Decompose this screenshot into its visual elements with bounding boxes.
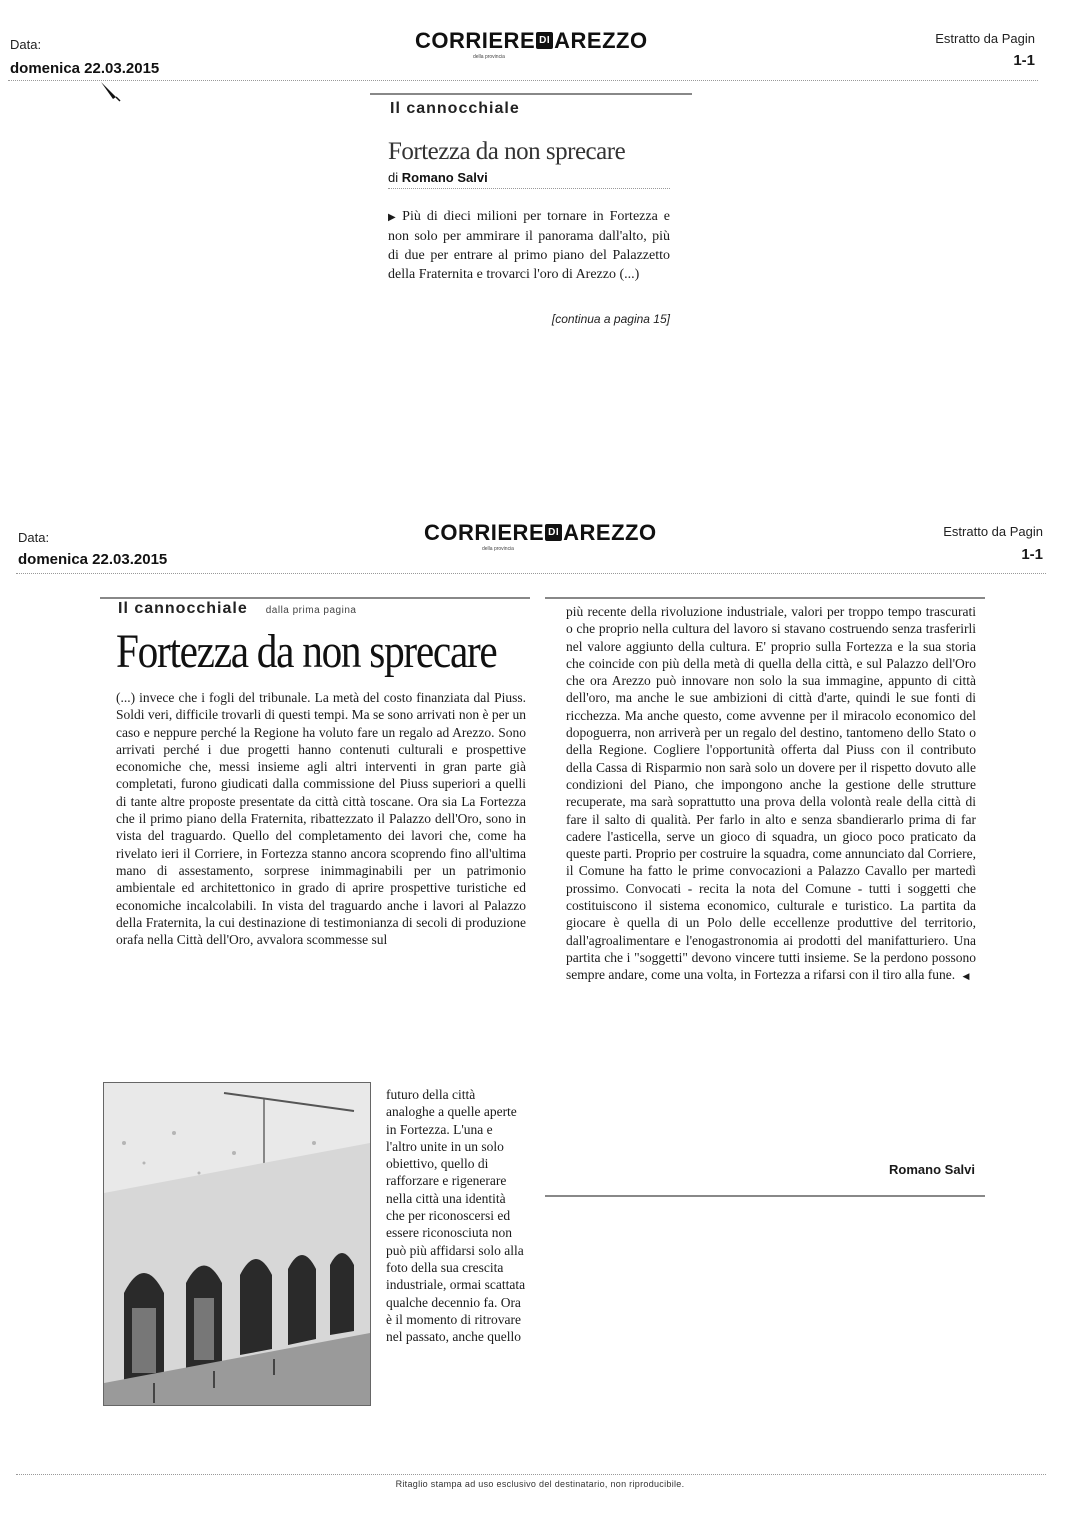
masthead-logo: CORRIERE DI AREZZO della provincia bbox=[415, 28, 648, 60]
date-label-2: Data: bbox=[18, 530, 50, 545]
header-divider bbox=[8, 80, 1038, 81]
fortezza-arches-photo bbox=[103, 1082, 371, 1406]
signature: Romano Salvi bbox=[889, 1162, 975, 1177]
article-col2: più recente della rivoluzione industriale, valori per troppo tempo trascurati o che proprio nella cultura del lavoro si stavano costruendo senza trasferirli nel valore aggiunto della cultura. E' proprio sulla Fortezza e la sua storia che coincide con più della metà di quella della città, e sul Palazzo dell'Oro che ora Arezzo può innovare non solo la sua immagine, appunto di città dell'oro, ma anche le sue ambizioni di città d'arte, quindi le sue fonti di ricchezza. Ma anche questo, come avvenne per il miracolo economico del dopoguerra, non arriverà per un regalo del destino, tantomeno dello Stato o della Regione. Cogliere l'opportunità offerta dal Piuss con il contributo della Cassa di Risparmio non sarà solo un dovere per il rispetto dovuto alle condizioni del Piano, che impongono anche la gestione delle strutture recuperate, ma sarà soprattutto una prova della volontà reale della città di fare il salto di qualità. Per farlo in alto e senza sbandierarlo prima di far cadere l'asticella, serve un gioco di squadra, un gioco poco praticato da queste parti. Proprio per costruire la squadra, come annunciato dal Corriere, il Comune ha fatto le prime convocazioni a Palazzo Cavallo per martedì prossimo. Convocati - recita la nota del Comune - tutti i soggetti che costituiscono il sistema economico, culturale e turistico. La partita da giocare è quella di un Polo delle eccellenze produttive del territorio, dall'agroalimentare e l'enogastronomia ai prodotti del manifatturiero. Una partita che i "soggetti" devono vincere tutti insieme. Se la perdono possono sempre andare, come una volta, in Fortezza a rifarsi con il tiro alla fune. ◀ bbox=[566, 604, 976, 983]
pen-mark-icon bbox=[98, 80, 122, 102]
article-teaser: ▶ Più di dieci milioni per tornare in Fortezza e non solo per ammirare il panorama dall'alto, più di due per entrare al primo piano del Palazzetto della Fraternita e trovarci l'oro di Arezzo (...) bbox=[388, 209, 670, 282]
date-label: Data: bbox=[10, 37, 42, 52]
page-number: 1-1 bbox=[1013, 52, 1035, 69]
page-label-2: Estratto da Pagin bbox=[943, 524, 1043, 539]
clip2-top-rule bbox=[100, 597, 530, 599]
continua-note: [continua a pagina 15] bbox=[551, 312, 670, 326]
byline: di Romano Salvi bbox=[388, 170, 488, 185]
footer-disclaimer: Ritaglio stampa ad uso esclusivo del destinatario, non riproducibile. bbox=[395, 1479, 685, 1489]
date: domenica 22.03.2015 bbox=[10, 60, 160, 77]
clip1-top-rule bbox=[370, 93, 692, 95]
bullet-icon: ▶ bbox=[388, 212, 399, 223]
arches-illustration bbox=[104, 1083, 370, 1405]
headline: Fortezza da non sprecare bbox=[388, 138, 626, 165]
article-col1-top: (...) invece che i fogli del tribunale. La metà del costo finanziata dal Piuss. Soldi veri, difficile trovarli di questi tempi. Ma se sono arrivati non è per un caso e neppure perché la Regione ha voluto fare un regalo ad Arezzo. Sono arrivati perché i due progetti hanno contenuti culturali e prospettive economiche che, messi insieme agli altri interventi in gran parte già completati, furono giudicati dalla commissione del Piuss superiori a quelli di tante altre proposte presentate da città città toscane. Ora sia La Fortezza che il primo piano della Fraternita, ribattezzato il Palazzo dell'Oro, sono in vista del traguardo. Quello del completamento dei lavori che, come ha rivelato ieri il Corriere, in Fortezza stanno ancora scoprendo fino all'ultima mano di assestamento, sorprese inimmaginabili per un patrimonio ambientale ed architettonico in grado di aprire prospettive turistiche ed economiche incalcolabili. In vista del traguardo anche i lavori al Palazzo della Fraternita, la cui destinazione di testimonianza di secoli di produzione orafa nella Città dell'Oro, avvalora scommesse sul bbox=[116, 690, 526, 948]
page-number-2: 1-1 bbox=[1021, 546, 1043, 563]
masthead-logo-2: CORRIERE DI AREZZO della provincia bbox=[424, 520, 657, 552]
date-2: domenica 22.03.2015 bbox=[18, 551, 168, 568]
article-col1-narrow: futuro della città analoghe a quelle aperte in Fortezza. L'una e l'altro unite in un solo obiettivo, quello di rafforzare e rigenerare nella città una identità che per riconoscersi ed essere riconosciuta non può più affidarsi solo alla foto della sua crescita industriale, ormai scattata qualche decennio fa. Ora è il momento di ritrovare nel passato, anche quello bbox=[386, 1087, 526, 1345]
rubric-row bbox=[118, 600, 356, 618]
col2-bottom-rule bbox=[545, 1195, 985, 1197]
footer-divider bbox=[16, 1474, 1046, 1475]
rubric: Il cannocchiale bbox=[390, 100, 520, 117]
page-label: Estratto da Pagin bbox=[935, 31, 1035, 46]
byline-divider bbox=[388, 188, 670, 189]
headline-2: Fortezza da non sprecare bbox=[116, 625, 497, 678]
end-mark-icon: ◀ bbox=[962, 971, 970, 982]
rubric-subtitle: dalla prima pagina bbox=[265, 605, 357, 616]
rubric-2: Il cannocchiale bbox=[118, 600, 248, 617]
col2-top-rule bbox=[545, 597, 985, 599]
header-divider-2 bbox=[16, 573, 1046, 574]
